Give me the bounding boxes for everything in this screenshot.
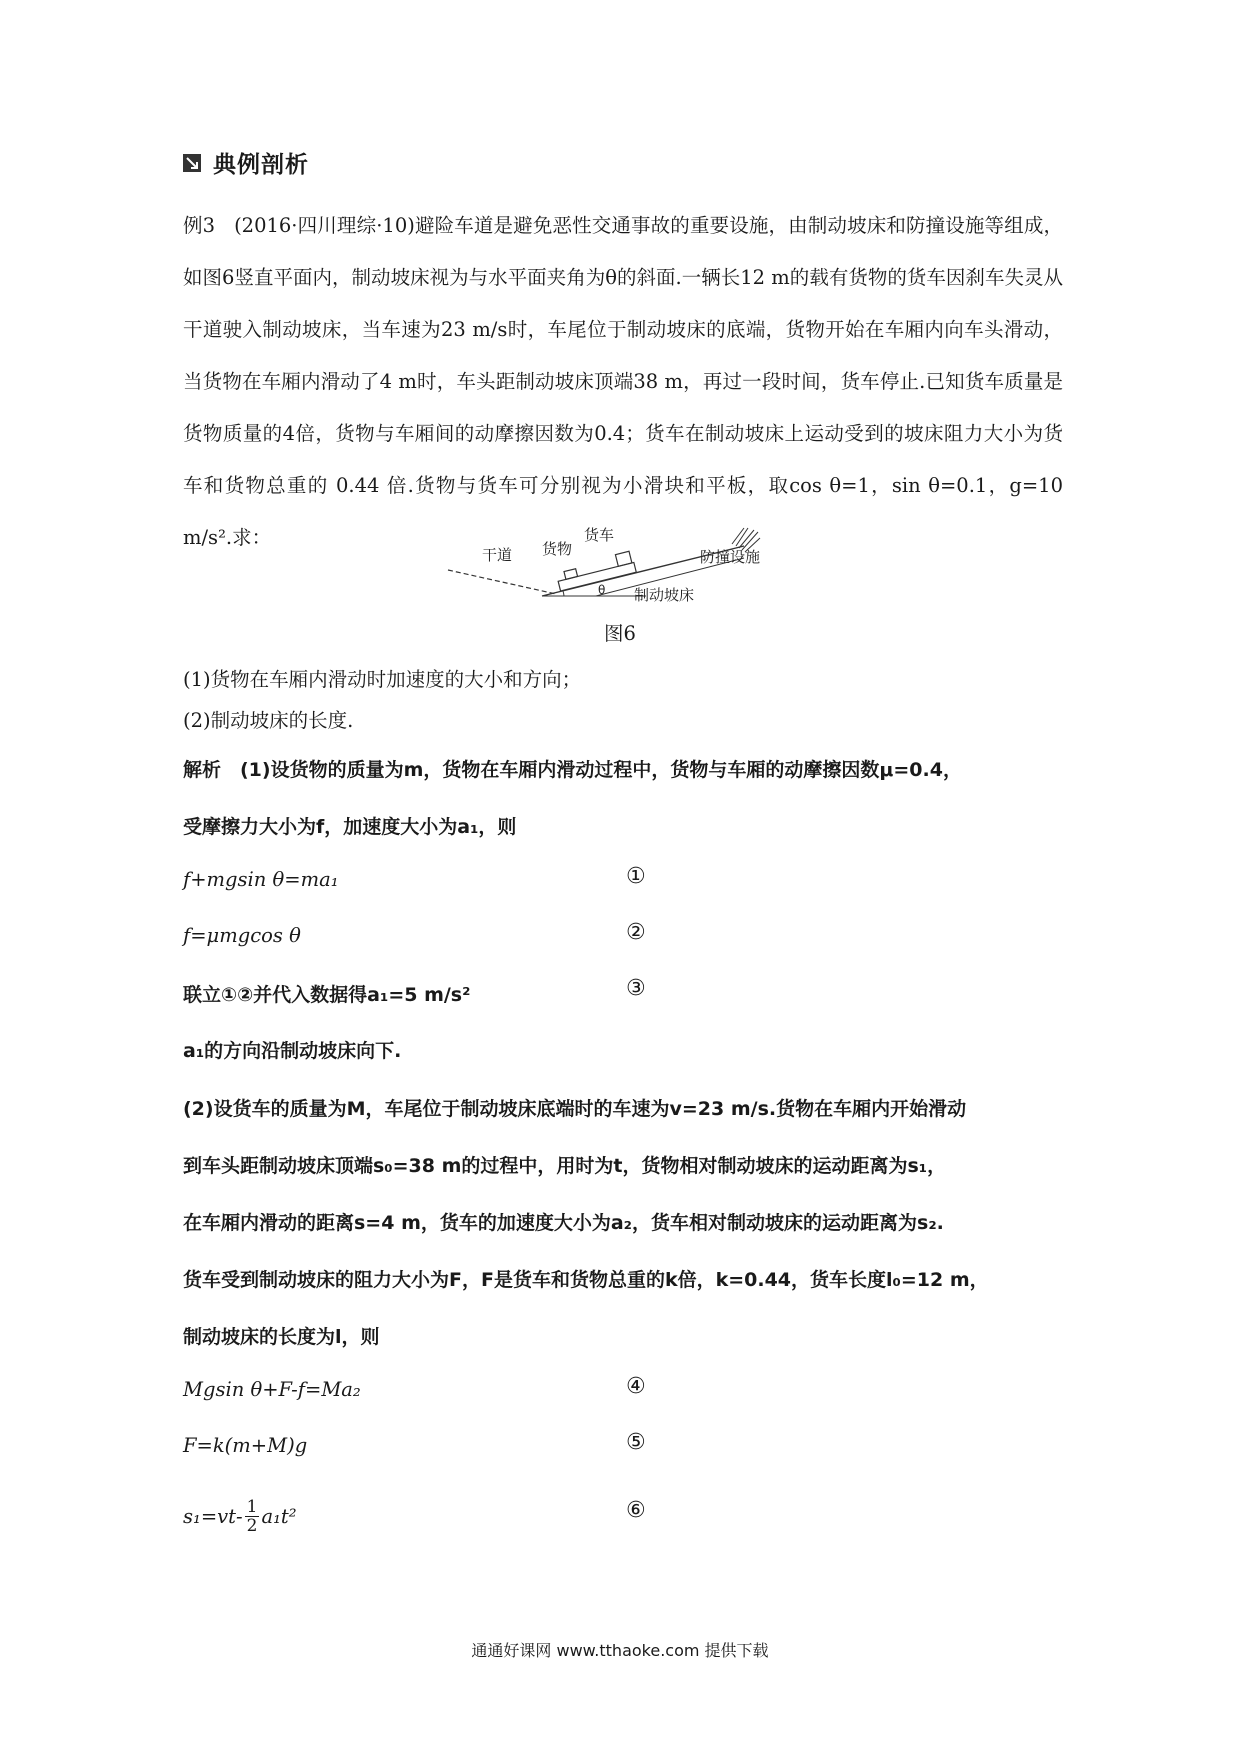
road-line	[448, 570, 556, 594]
solution-intro-2: 受摩擦力大小为f，加速度大小为a₁，则	[183, 816, 517, 838]
part2-line-3: 在车厢内滑动的距离s=4 m，货车的加速度大小为a₂，货车相对制动坡床的运动距离为s₂.	[183, 1212, 944, 1234]
equation-1-number: ①	[626, 864, 646, 889]
equation-5-number: ⑤	[626, 1430, 646, 1455]
equation-4-number: ④	[626, 1374, 646, 1399]
equation-1: f+mgsin θ=ma₁	[183, 868, 339, 891]
equation-4: Mgsin θ+F-f=Ma₂	[183, 1378, 361, 1401]
fraction-numerator: 1	[246, 1497, 258, 1517]
label-truck: 货车	[584, 526, 615, 544]
equation-5: F=k(m+M)g	[183, 1434, 308, 1457]
problem-source: (2016·四川理综·10)	[234, 214, 415, 237]
question-2: (2)制动坡床的长度.	[183, 709, 354, 732]
solution-intro-1: 解析 (1)设货物的质量为m，货物在车厢内滑动过程中，货物与车厢的动摩擦因数μ=0.4，	[183, 759, 962, 781]
question-1: (1)货物在车厢内滑动时加速度的大小和方向；	[183, 668, 582, 691]
equation-6-fraction	[245, 1498, 260, 1535]
fraction-denominator: 2	[246, 1516, 258, 1536]
equation-6-right: a₁t²	[261, 1505, 297, 1528]
equation-2: f=μmgcos θ	[183, 924, 301, 947]
label-road: 干道	[482, 546, 513, 564]
section-title: 典例剖析	[213, 152, 309, 178]
equation-3: 联立①②并代入数据得a₁=5 m/s²	[183, 984, 471, 1006]
part2-line-2: 到车头距制动坡床顶端s₀=38 m的过程中，用时为t，货物相对制动坡床的运动距离为s₁，	[183, 1155, 947, 1177]
problem-label: 例3	[183, 214, 216, 237]
problem-text: 避险车道是避免恶性交通事故的重要设施，由制动坡床和防撞设施等组成，如图6竖直平面内，制动坡床视为与水平面夹角为θ的斜面.一辆长12 m的载有货物的货车因刹车失灵从干道驶入制动坡床，当车速为23 m/s时，车尾位于制动坡床的底端，货物开始在车厢内向车头滑动，当货物在车厢内滑动了4 m时，车头距制动坡床顶端38 m，再过一段时间，货车停止.已知货车质量是货物质量的4倍，货物与车厢间的动摩擦因数为0.4；货车在制动坡床上运动受到的坡床阻力大小为货车和货物总重的 0.44 倍.货物与货车可分别视为小滑块和平板，取cos θ=1，sin θ=0.1，g=10 m/s².求：	[183, 214, 1063, 549]
label-barrier: 防撞设施	[700, 548, 761, 566]
equation-6	[183, 1498, 297, 1535]
equation-6-left: s₁=vt-	[183, 1505, 243, 1528]
angle-arc	[563, 591, 564, 596]
label-cargo: 货物	[542, 540, 573, 558]
section-heading	[183, 146, 309, 179]
label-angle: θ	[598, 583, 606, 597]
equation-3-number: ③	[626, 976, 646, 1001]
figure-6-diagram	[446, 524, 806, 608]
acceleration-direction: a₁的方向沿制动坡床向下.	[183, 1040, 402, 1062]
page-footer: 通通好课网 www.tthaoke.com 提供下载	[471, 1641, 769, 1660]
equation-2-number: ②	[626, 920, 646, 945]
label-bed: 制动坡床	[634, 586, 695, 604]
equation-6-number: ⑥	[626, 1498, 646, 1523]
problem-paragraph	[183, 200, 1063, 564]
part2-line-5: 制动坡床的长度为l，则	[183, 1326, 380, 1348]
square-arrow-icon	[183, 154, 201, 172]
figure-caption: 图6	[604, 622, 636, 645]
part2-line-4: 货车受到制动坡床的阻力大小为F，F是货车和货物总重的k倍，k=0.44，货车长度l₀=12 m，	[183, 1269, 989, 1291]
part2-line-1: (2)设货车的质量为M，车尾位于制动坡床底端时的车速为v=23 m/s.货物在车厢内开始滑动	[183, 1098, 967, 1120]
